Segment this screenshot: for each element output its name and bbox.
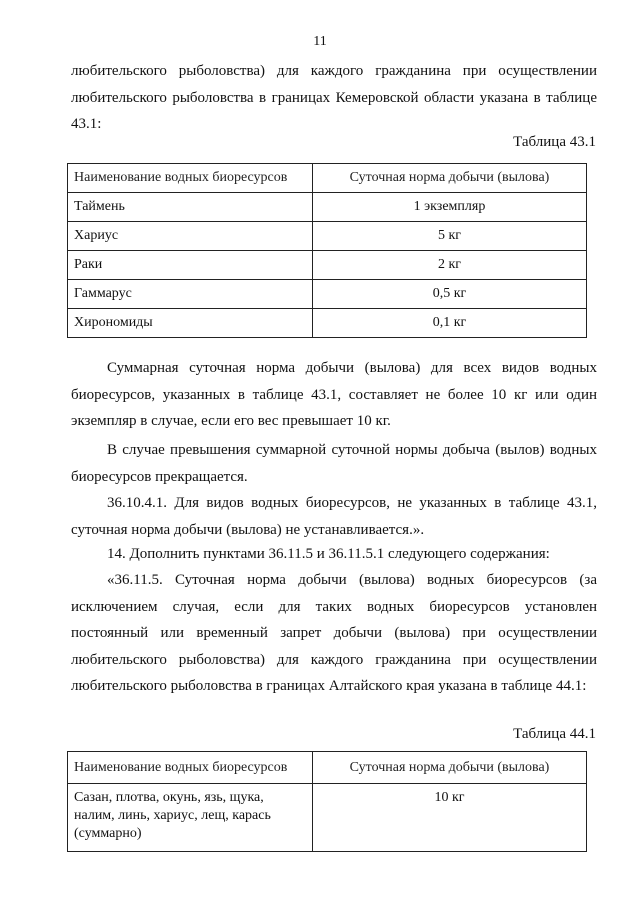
- table-44-1-caption: Таблица 44.1: [513, 726, 596, 742]
- exceed-paragraph: В случае превышения суммарной суточной нормы добыча (вылов) водных биоресурсов прекращается.: [71, 442, 597, 485]
- norm-cell: 5 кг: [313, 222, 587, 251]
- header-species: Наименование водных биоресурсов: [68, 164, 313, 193]
- table-row: [68, 280, 587, 309]
- species-cell: Хирономиды: [68, 309, 313, 338]
- table-header-row: [68, 164, 587, 193]
- table-43-1-caption: Таблица 43.1: [513, 134, 596, 150]
- norm-cell: 0,1 кг: [313, 309, 587, 338]
- species-cell: Сазан, плотва, окунь, язь, щука, налим, линь, хариус, лещ, карась (суммарно): [68, 784, 313, 852]
- clause-36-11-5: «36.11.5. Суточная норма добычи (вылова) водных биоресурсов (за исключением случая, если для таких водных биоресурсов установлен постоянный или временный запрет добычи (вылова) при осуществлении любительского рыболовства) для каждого гражданина при осуществлении любительского рыболовства в границах Алтайского края указана в таблице 44.1:: [71, 572, 597, 694]
- header-daily-norm: Суточная норма добычи (вылова): [313, 164, 587, 193]
- norm-cell: 10 кг: [313, 784, 587, 852]
- header-species: Наименование водных биоресурсов: [68, 752, 313, 784]
- norm-cell: 0,5 кг: [313, 280, 587, 309]
- table-row: [68, 193, 587, 222]
- species-cell: Таймень: [68, 193, 313, 222]
- species-cell: Гаммарус: [68, 280, 313, 309]
- table-row: [68, 222, 587, 251]
- norm-cell: 2 кг: [313, 251, 587, 280]
- species-cell: Хариус: [68, 222, 313, 251]
- page-number: 11: [313, 34, 327, 49]
- table-row: [68, 784, 587, 852]
- table-header-row: [68, 752, 587, 784]
- norm-cell: 1 экземпляр: [313, 193, 587, 222]
- table-row: [68, 309, 587, 338]
- intro-paragraph: любительского рыболовства) для каждого гражданина при осуществлении любительского рыболовства в границах Кемеровской области указана в таблице 43.1:: [71, 63, 597, 132]
- amendment-14: 14. Дополнить пунктами 36.11.5 и 36.11.5.1 следующего содержания:: [107, 546, 550, 562]
- table-row: [68, 251, 587, 280]
- clause-36-10-4-1: 36.10.4.1. Для видов водных биоресурсов, не указанных в таблице 43.1, суточная норма добычи (вылова) не устанавливается.».: [71, 495, 597, 538]
- total-norm-paragraph: Суммарная суточная норма добычи (вылова) для всех видов водных биоресурсов, указанных в таблице 43.1, составляет не более 10 кг или один экземпляр в случае, если его вес превышает 10 кг.: [71, 360, 597, 429]
- table-43-1: [67, 163, 587, 338]
- table-44-1: [67, 751, 587, 852]
- species-cell: Раки: [68, 251, 313, 280]
- header-daily-norm: Суточная норма добычи (вылова): [313, 752, 587, 784]
